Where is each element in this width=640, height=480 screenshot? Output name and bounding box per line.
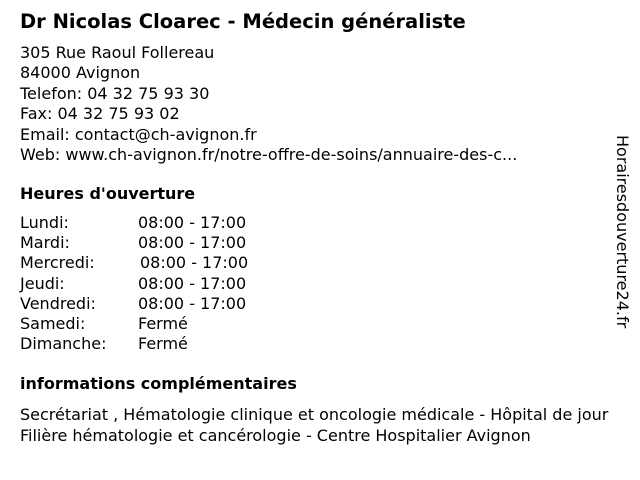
hours-time: Fermé bbox=[138, 313, 188, 333]
hours-time: 08:00 - 17:00 bbox=[140, 253, 249, 273]
phone-line: Telefon: 04 32 75 93 30 bbox=[20, 83, 210, 103]
hours-day: Samedi: bbox=[20, 313, 86, 333]
address-street: 305 Rue Raoul Follereau bbox=[20, 43, 215, 62]
fax-line: Fax: 04 32 75 93 02 bbox=[20, 104, 180, 124]
page-title: Dr Nicolas Cloarec - Médecin généraliste bbox=[20, 10, 466, 33]
contact-block bbox=[20, 43, 517, 165]
address-city: 84000 Avignon bbox=[20, 63, 141, 83]
hours-time: 08:00 - 17:00 bbox=[138, 233, 247, 253]
hours-day: Vendredi: bbox=[20, 293, 96, 313]
info-heading: informations complémentaires bbox=[20, 374, 297, 393]
hours-time: 08:00 - 17:00 bbox=[138, 273, 247, 293]
site-watermark: Horairesdouverture24.fr bbox=[613, 135, 632, 329]
hours-time: 08:00 - 17:00 bbox=[138, 293, 247, 313]
web-line: Web: www.ch-avignon.fr/notre-offre-de-soins/annuaire-des-c... bbox=[20, 145, 518, 165]
hours-day: Lundi: bbox=[20, 213, 69, 232]
info-text: Secrétariat , Hématologie clinique et oncologie médicale - Hôpital de jour Filière hématologie et cancérologie - Centre Hospitalier Avignon bbox=[20, 405, 609, 445]
hours-day: Dimanche: bbox=[20, 334, 107, 354]
hours-day: Jeudi: bbox=[20, 273, 65, 293]
hours-heading: Heures d'ouverture bbox=[20, 184, 196, 203]
hours-day: Mardi: bbox=[20, 233, 70, 253]
hours-day: Mercredi: bbox=[20, 253, 95, 273]
email-line: Email: contact@ch-avignon.fr bbox=[20, 124, 257, 144]
hours-time: Fermé bbox=[138, 334, 188, 354]
hours-time: 08:00 - 17:00 bbox=[138, 213, 247, 232]
